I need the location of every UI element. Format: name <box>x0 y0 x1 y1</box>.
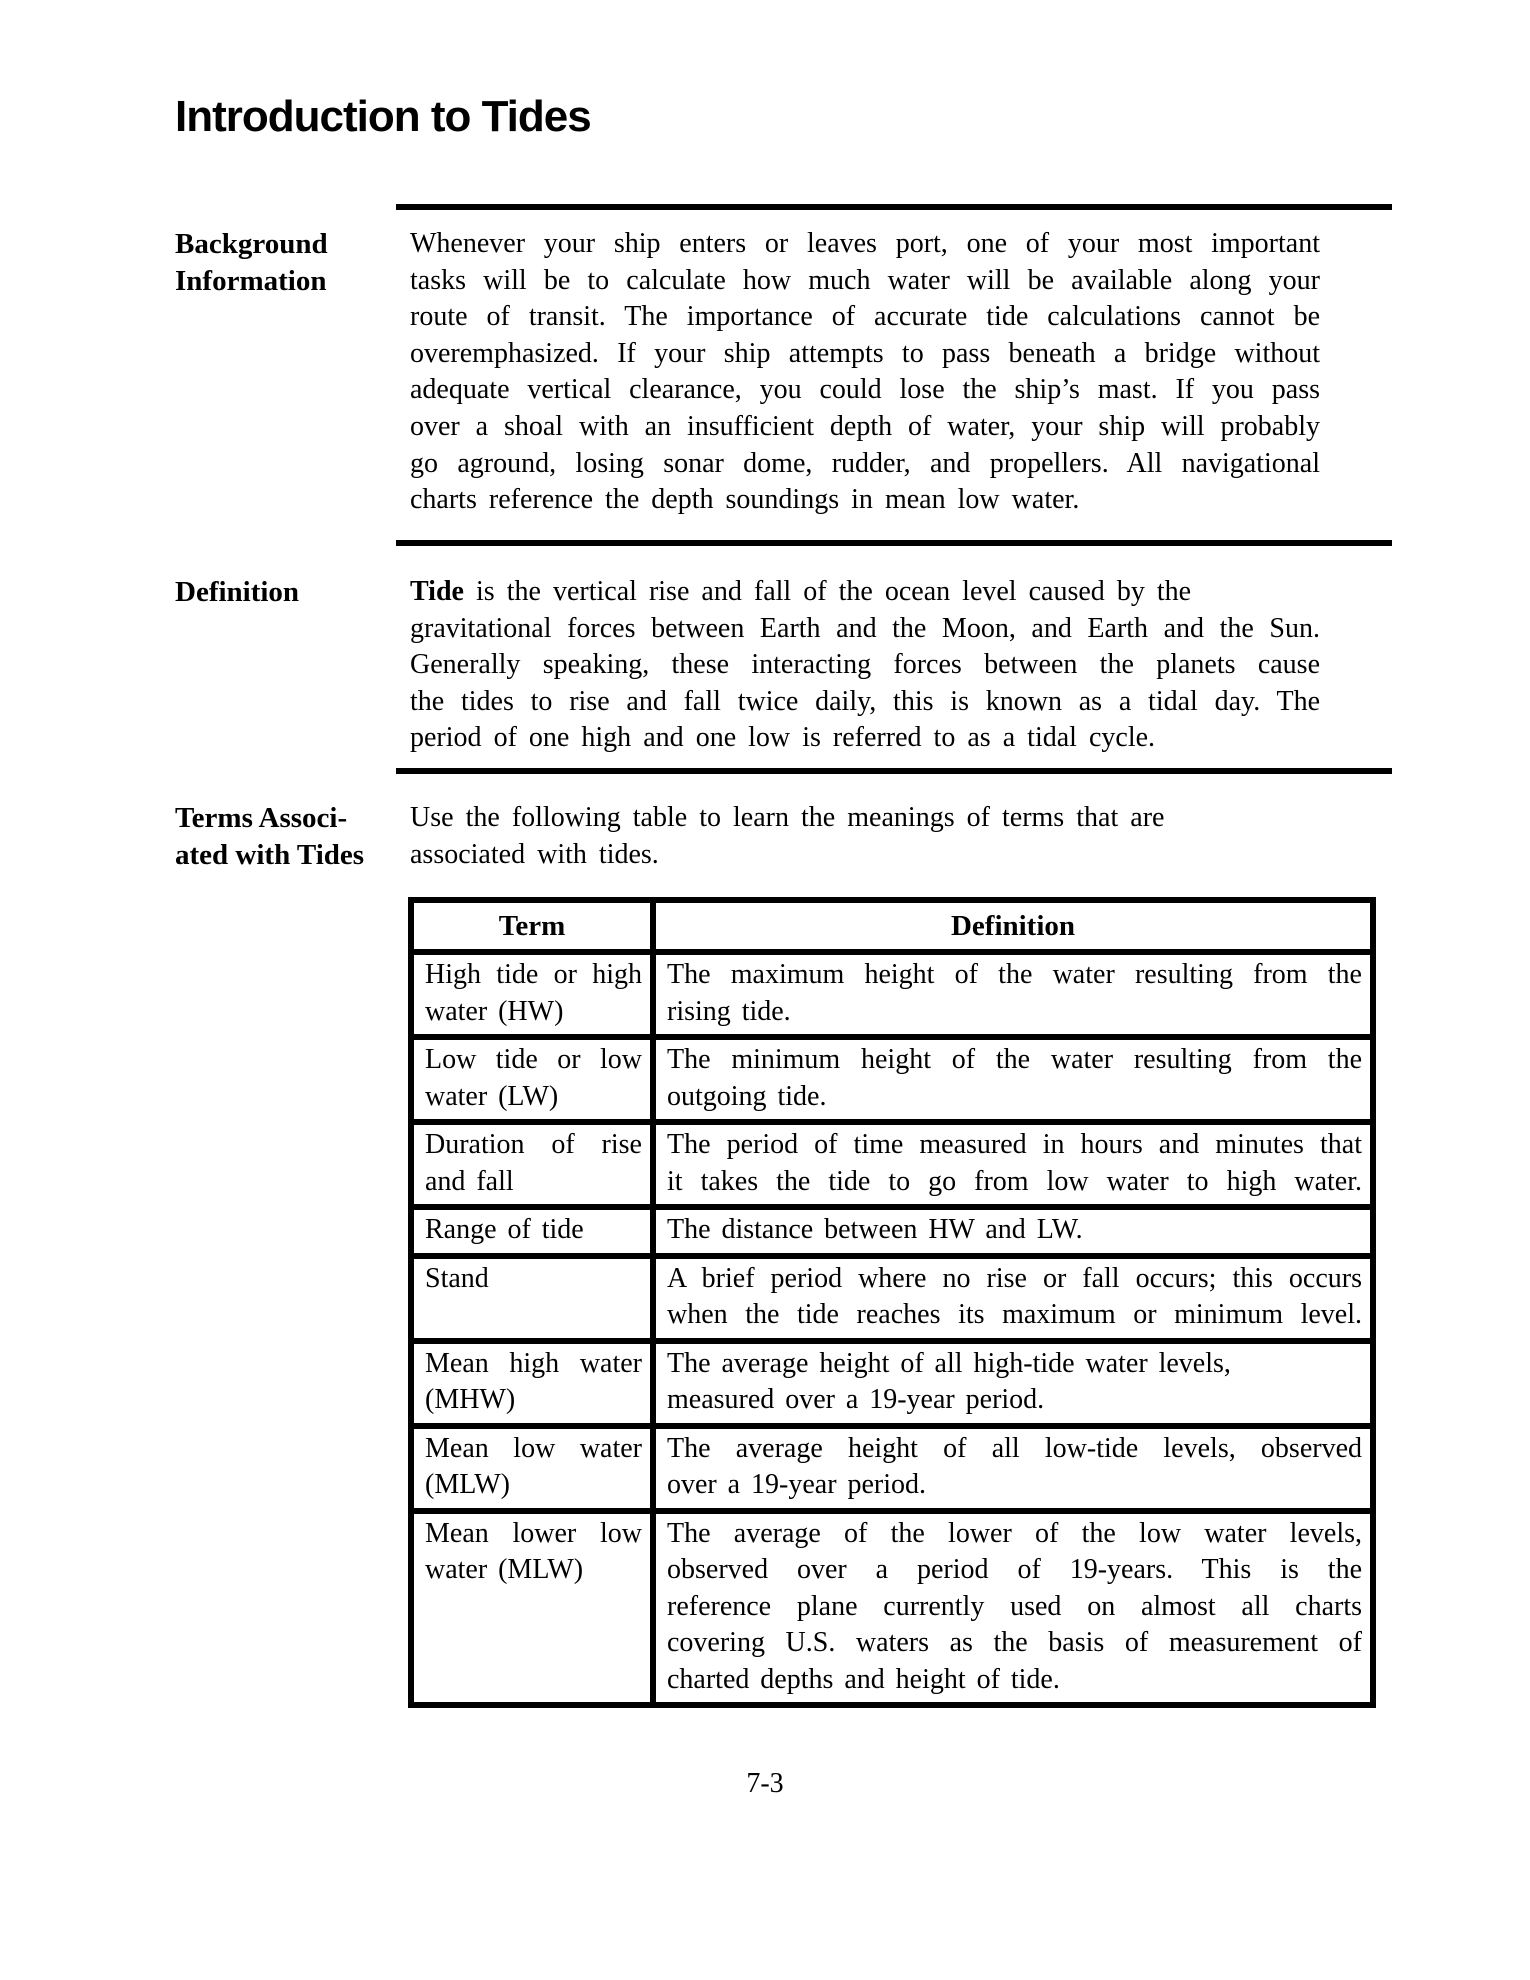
definition-cell <box>653 1511 1373 1706</box>
section-label-line: Definition <box>175 576 300 608</box>
definition-line: observed over a period of 19-years. This is the <box>667 1554 1362 1585</box>
paragraph-line: period of one high and one low is referred to as a tidal cycle. <box>410 722 1156 754</box>
definition-cell <box>653 1426 1373 1511</box>
paragraph-line: Use the following table to learn the meanings of terms that are <box>410 802 1165 833</box>
term-line: (MLW) <box>425 1469 510 1500</box>
definition-line: The average of the lower of the low water levels, <box>667 1517 1362 1549</box>
term-line: Mean lower low <box>425 1517 642 1549</box>
term-cell <box>411 1426 653 1511</box>
term-cell <box>411 1037 653 1122</box>
term-cell <box>411 1207 653 1256</box>
section-divider <box>396 768 1392 774</box>
paragraph-line: associated with tides. <box>410 838 659 870</box>
term-cell <box>411 1256 653 1341</box>
definition-line: over a 19-year period. <box>667 1469 926 1500</box>
definition-paragraph <box>410 574 1320 757</box>
page-title: Introduction to Tides <box>175 92 591 141</box>
definition-line: A brief period where no rise or fall occurs; this occurs <box>667 1262 1362 1294</box>
paragraph-line: over a shoal with an insufficient depth of water, your ship will probably <box>410 410 1320 442</box>
background-paragraph <box>410 226 1320 519</box>
definition-line: reference plane currently used on almost all charts <box>667 1590 1362 1622</box>
paragraph-line: route of transit. The importance of accurate tide calculations cannot be <box>410 301 1320 333</box>
term-cell <box>411 952 653 1037</box>
term-line: Mean high water <box>425 1347 642 1379</box>
paragraph-line <box>410 574 1320 611</box>
table-row <box>411 1037 1373 1122</box>
definition-cell <box>653 952 1373 1037</box>
paragraph-line: tasks will be to calculate how much water will be available along your <box>410 264 1320 296</box>
paragraph-line: go aground, losing sonar dome, rudder, and propellers. All navigational <box>410 447 1320 479</box>
table-row <box>411 1122 1373 1207</box>
section-label-background-information <box>175 226 400 300</box>
terms-intro-paragraph <box>410 800 1320 873</box>
paragraph-line: overemphasized. If your ship attempts to pass beneath a bridge without <box>410 337 1320 369</box>
section-label-definition <box>175 574 400 611</box>
paragraph-line: charts reference the depth soundings in mean low water. <box>410 484 1080 516</box>
definition-cell <box>653 1341 1373 1426</box>
definition-line: measured over a 19-year period. <box>667 1384 1045 1415</box>
definition-line: The average height of all low-tide levels, observed <box>667 1432 1362 1464</box>
table-row <box>411 1207 1373 1256</box>
section-label-line: Terms Associ- <box>175 802 348 834</box>
term-line: (MHW) <box>425 1384 516 1415</box>
term-cell <box>411 1122 653 1207</box>
table-header-definition: Definition <box>653 900 1373 952</box>
term-line: water (LW) <box>425 1080 559 1112</box>
paragraph-line: the tides to rise and fall twice daily, this is known as a tidal day. The <box>410 685 1320 717</box>
section-divider <box>396 540 1392 546</box>
definition-line: The average height of all high-tide water levels, <box>667 1347 1231 1379</box>
section-divider <box>396 204 1392 210</box>
term-line: Stand <box>425 1262 489 1294</box>
table-header-row <box>411 900 1373 952</box>
definition-cell <box>653 1122 1373 1207</box>
definition-line: it takes the tide to go from low water to high water. <box>667 1165 1362 1197</box>
term-line: Range of tide <box>425 1214 584 1245</box>
page-number: 7-3 <box>746 1768 784 1799</box>
paragraph-line-text: is the vertical rise and fall of the ocean level caused by the <box>476 576 1192 607</box>
term-line: water (HW) <box>425 995 564 1027</box>
definition-line: covering U.S. waters as the basis of measurement of <box>667 1627 1362 1658</box>
term-line: and fall <box>425 1165 514 1197</box>
term-line: Low tide or low <box>425 1044 642 1075</box>
table-row <box>411 952 1373 1037</box>
section-label-line: Background <box>175 228 328 260</box>
table-row <box>411 1426 1373 1511</box>
definition-line: charted depths and height of tide. <box>667 1663 1060 1695</box>
definition-cell <box>653 1037 1373 1122</box>
section-label-line: Information <box>175 265 327 297</box>
term-line: High tide or high <box>425 959 642 990</box>
section-label-line: ated with Tides <box>175 839 365 871</box>
terms-table <box>408 897 1376 1708</box>
definition-line: The minimum height of the water resulting from the <box>667 1044 1362 1075</box>
definition-cell <box>653 1207 1373 1256</box>
term-line: Duration of rise <box>425 1129 642 1160</box>
table-row <box>411 1256 1373 1341</box>
paragraph-line: adequate vertical clearance, you could lose the ship’s mast. If you pass <box>410 374 1320 406</box>
paragraph-line: Whenever your ship enters or leaves port, one of your most important <box>410 228 1320 259</box>
table-row <box>411 1341 1373 1426</box>
definition-line: outgoing tide. <box>667 1080 827 1112</box>
definition-line: rising tide. <box>667 995 791 1027</box>
definition-cell <box>653 1256 1373 1341</box>
term-cell <box>411 1341 653 1426</box>
section-label-terms-associated <box>175 800 400 874</box>
term-line: Mean low water <box>425 1432 642 1464</box>
definition-line: when the tide reaches its maximum or minimum level. <box>667 1299 1362 1330</box>
definition-line: The period of time measured in hours and minutes that <box>667 1129 1362 1160</box>
definition-line: The maximum height of the water resulting from the <box>667 959 1362 990</box>
definition-line: The distance between HW and LW. <box>667 1214 1083 1245</box>
table-row <box>411 1511 1373 1706</box>
term-word-bold: Tide <box>410 576 464 607</box>
term-line: water (MLW) <box>425 1554 584 1585</box>
paragraph-line: gravitational forces between Earth and the Moon, and Earth and the Sun. <box>410 612 1320 644</box>
table-header-term: Term <box>411 900 653 952</box>
paragraph-line: Generally speaking, these interacting forces between the planets cause <box>410 649 1320 681</box>
term-cell <box>411 1511 653 1706</box>
